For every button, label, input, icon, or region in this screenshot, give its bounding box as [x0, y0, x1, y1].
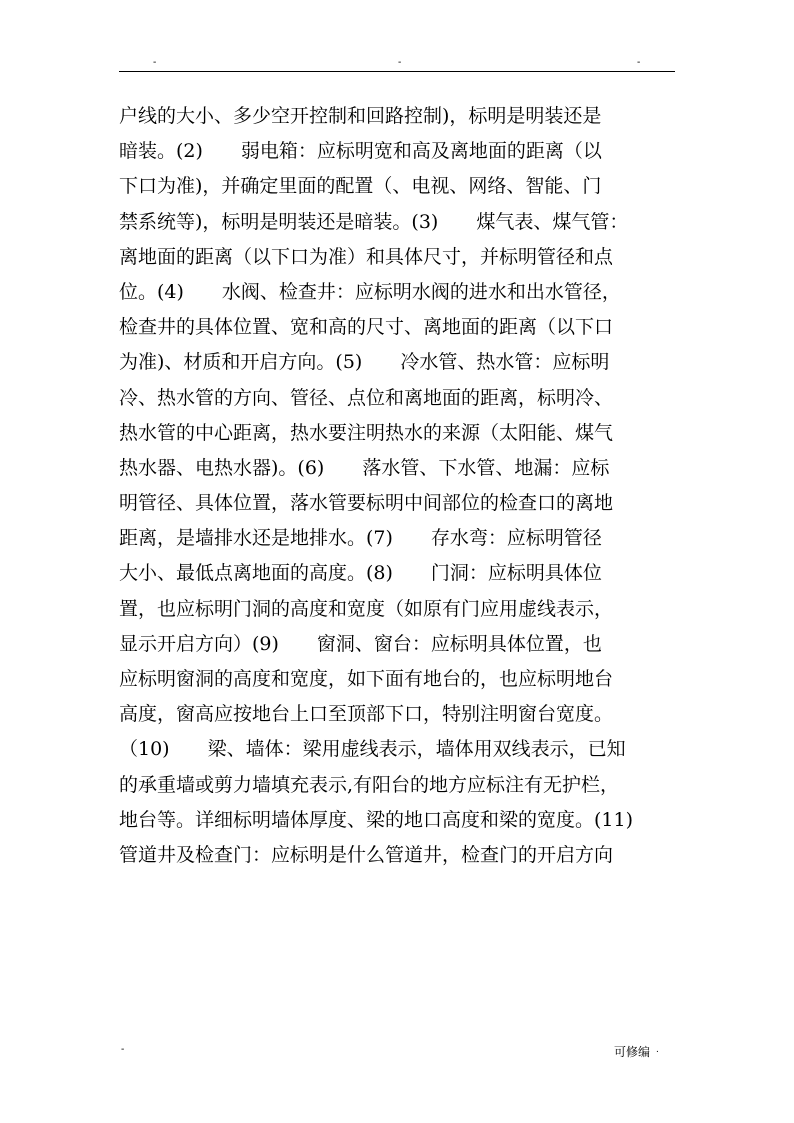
body-line: 的承重墙或剪力墙填充表示,有阳台的地方应标注有无护栏， [119, 773, 620, 796]
body-line: 热水管的中心距离，热水要注明热水的来源（太阳能、煤气 [119, 421, 614, 444]
body-line: 地台等。详细标明墙体厚度、梁的地口高度和梁的宽度。(11) [119, 808, 634, 831]
body-line: 高度，窗高应按地台上口至顶部下口，特别注明窗台宽度。 [119, 703, 614, 726]
body-line: 下口为准)，并确定里面的配置（、电视、网络、智能、门 [119, 175, 602, 198]
body-line: 禁系统等)，标明是明装还是暗装。(3) 煤气表、煤气管： [119, 210, 629, 233]
body-line: 离地面的距离（以下口为准）和具体尺寸，并标明管径和点 [119, 245, 614, 268]
header-mark-left: - [153, 57, 157, 68]
body-line: 置，也应标明门洞的高度和宽度（如原有门应用虚线表示， [119, 597, 614, 620]
document-body [119, 99, 679, 873]
body-line: 大小、最低点离地面的高度。(8) 门洞：应标明具体位 [119, 562, 602, 585]
body-line: 明管径、具体位置，落水管要标明中间部位的检查口的离地 [119, 492, 614, 515]
body-line: 应标明窗洞的高度和宽度，如下面有地台的，也应标明地台 [119, 668, 614, 690]
footer-label: 可修编 [614, 1045, 651, 1059]
body-line: 户线的大小、多少空开控制和回路控制)，标明是明装还是 [119, 105, 602, 127]
body-line: 暗装。(2) 弱电箱：应标明宽和高及离地面的距离（以 [119, 140, 602, 163]
body-line: 为准)、材质和开启方向。(5) 冷水管、热水管：应标明 [119, 351, 610, 374]
header-rule [119, 71, 675, 72]
footer-mark-right: . [656, 1044, 659, 1055]
body-line: 检查井的具体位置、宽和高的尺寸、离地面的距离（以下口 [119, 316, 614, 339]
header-mark-right: - [637, 57, 641, 68]
body-line: 距离，是墙排水还是地排水。(7) 存水弯：应标明管径 [119, 527, 602, 550]
body-line: 位。(4) 水阀、检查井：应标明水阀的进水和出水管径， [119, 280, 621, 303]
body-line: （10) 梁、墙体：梁用虚线表示，墙体用双线表示，已知 [119, 738, 626, 761]
body-line: 显示开启方向）(9) 窗洞、窗台：应标明具体位置，也 [119, 632, 602, 655]
body-line: 冷、热水管的方向、管径、点位和离地面的距离，标明冷、 [119, 386, 614, 409]
header-mark-center: - [398, 57, 402, 68]
footer-mark-left: - [121, 1044, 125, 1055]
body-line: 热水器、电热水器)。(6) 落水管、下水管、地漏：应标 [119, 456, 610, 479]
body-line: 管道井及检查门：应标明是什么管道井，检查门的开启方向 [119, 843, 614, 866]
